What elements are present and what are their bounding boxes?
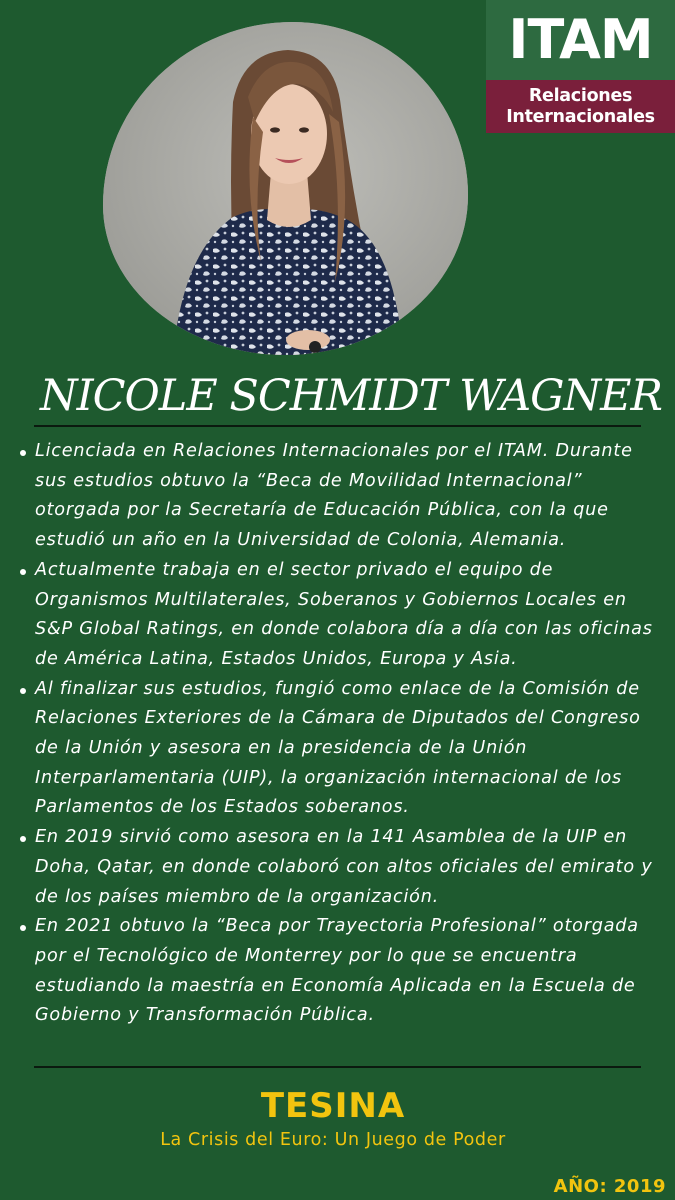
portrait-photo bbox=[103, 22, 468, 355]
logo-subtitle-line1: Relaciones bbox=[528, 85, 633, 106]
bio-item: En 2021 obtuvo la “Beca por Trayectoria Profesional” otorgada por el Tecnológico de Monterrey por lo que se encuentra estudiando la maestría en Economía Aplicada en la Escuela de Gobierno y Transformación Pública. bbox=[18, 912, 658, 1031]
tesina-heading: TESINA bbox=[260, 1086, 406, 1126]
bio-item: En 2019 sirvió como asesora en la 141 Asamblea de la UIP en Doha, Qatar, en donde colaboró con altos oficiales del emirato y de los países miembro de la organización. bbox=[18, 823, 658, 912]
tesina-title: La Crisis del Euro: Un Juego de Poder bbox=[160, 1130, 506, 1150]
bio-item: Al finalizar sus estudios, fungió como enlace de la Comisión de Relaciones Exteriores de la Cámara de Diputados del Congreso de la Unión y asesora en la presidencia de la Unión Interparlamentaria (UIP), la organización internacional de los Parlamentos de los Estados soberanos. bbox=[18, 675, 658, 824]
logo-title: ITAM bbox=[508, 8, 653, 71]
divider-top bbox=[34, 425, 641, 427]
divider-bottom bbox=[34, 1066, 641, 1068]
itam-logo bbox=[486, 0, 675, 133]
bio-item: Actualmente trabaja en el sector privado el equipo de Organismos Multilaterales, Soberanos y Gobiernos Locales en S&P Global Ratings, en donde colabora día a día con las oficinas de América Latina, Estados Unidos, Europa y Asia. bbox=[18, 556, 658, 675]
bio-list bbox=[18, 437, 658, 1031]
logo-bottom-block bbox=[486, 80, 675, 133]
year-label: AÑO: 2019 bbox=[553, 1176, 666, 1197]
logo-subtitle-line2: Internacionales bbox=[506, 106, 655, 127]
person-name: NICOLE SCHMIDT WAGNER bbox=[40, 371, 662, 421]
bio-item: Licenciada en Relaciones Internacionales por el ITAM. Durante sus estudios obtuvo la “Beca de Movilidad Internacional” otorgada por la Secretaría de Educación Pública, con la que estudió un año en la Universidad de Colonia, Alemania. bbox=[18, 437, 658, 556]
logo-top-block bbox=[486, 0, 675, 80]
person-photo-icon bbox=[103, 22, 468, 355]
